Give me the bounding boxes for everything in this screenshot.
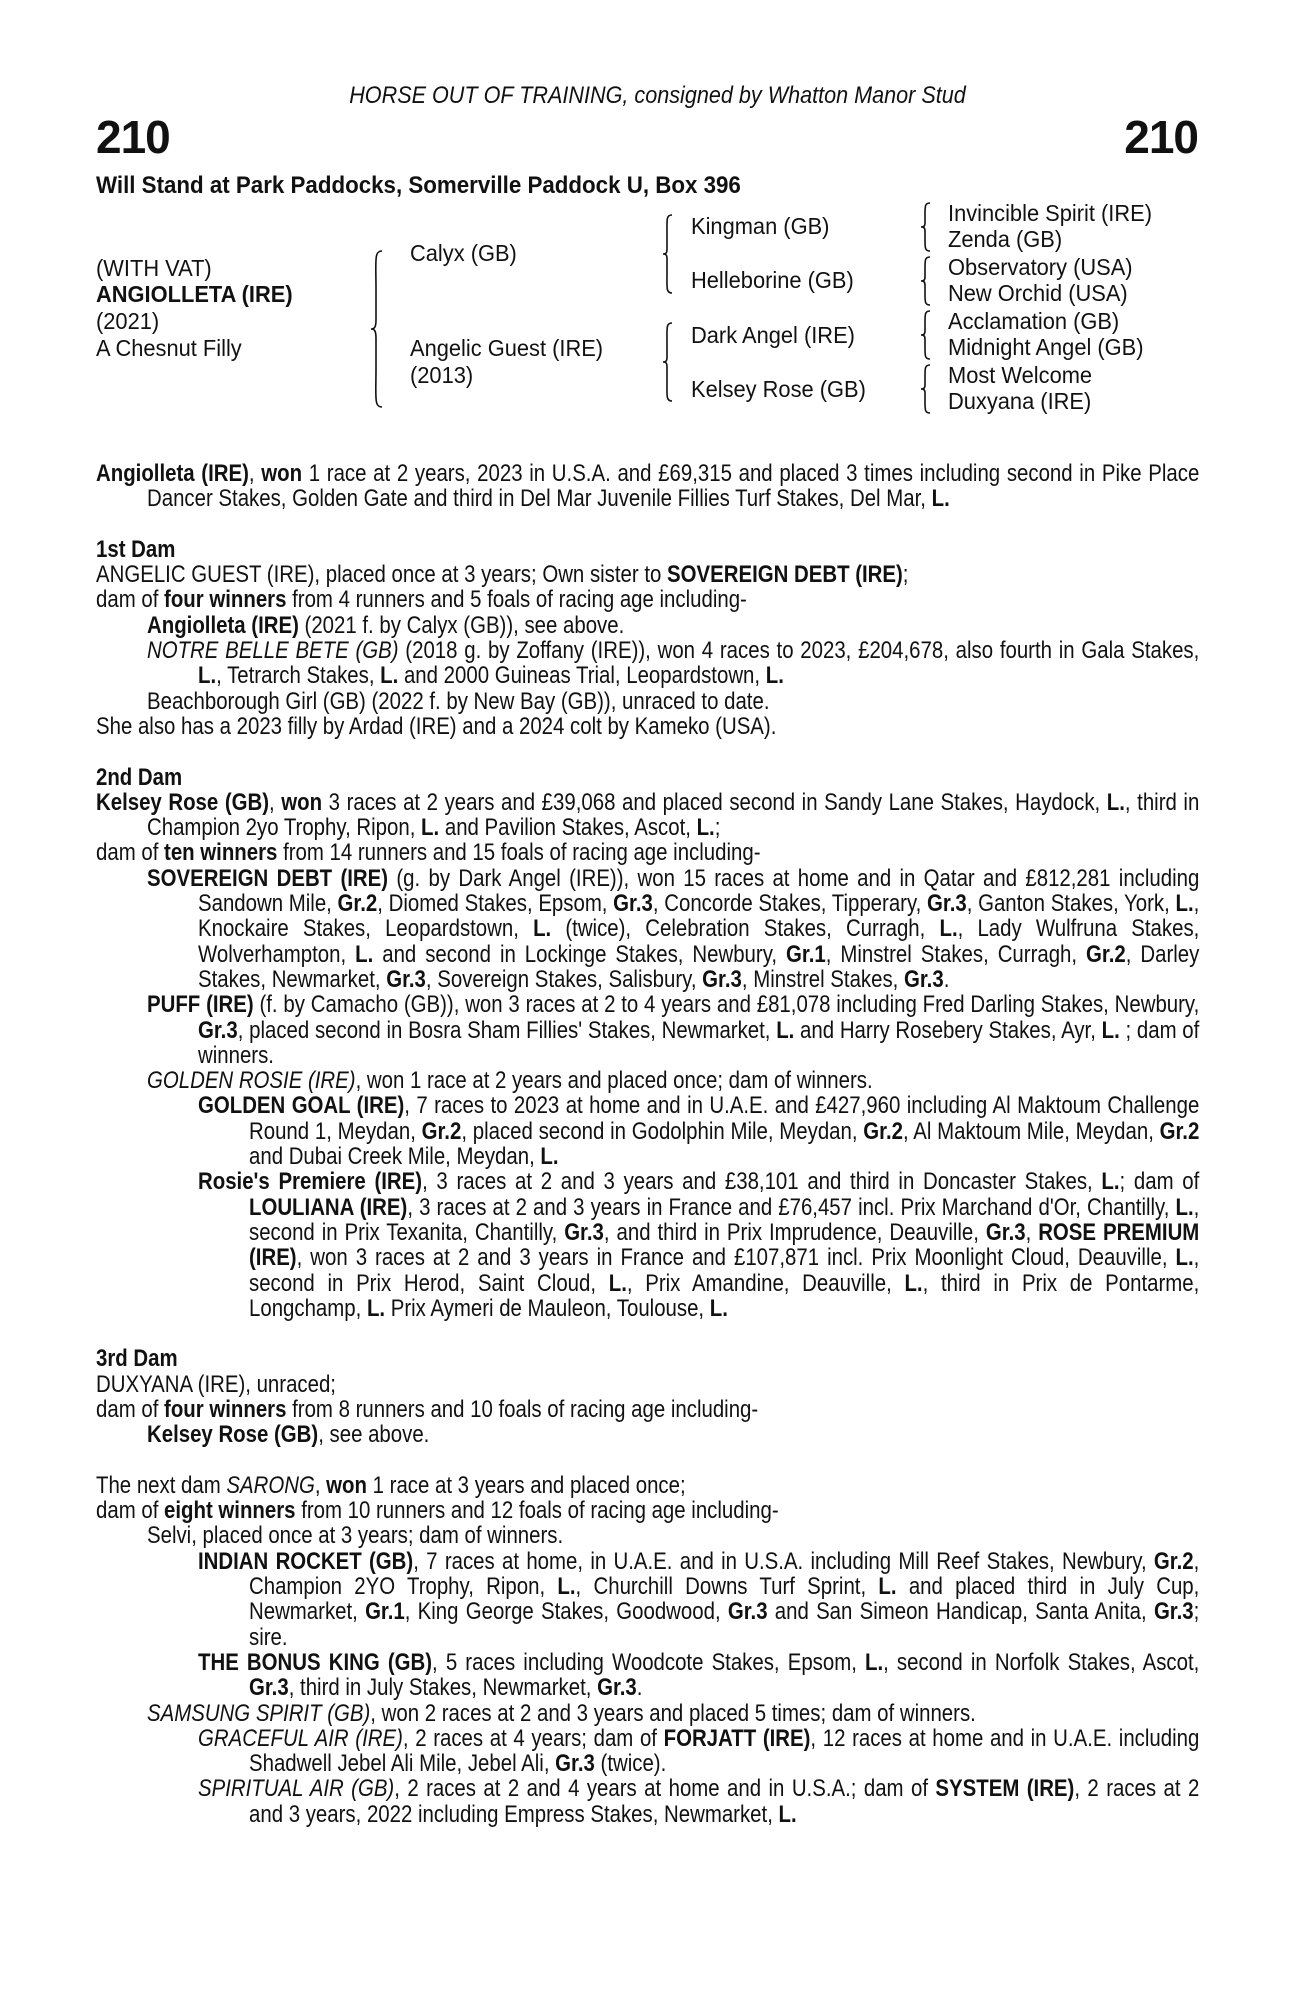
bold-text: L. xyxy=(380,662,399,690)
text-run: , placed second in Godolphin Mile, Meydan, xyxy=(461,1117,864,1145)
bold-text: Gr.3 xyxy=(1153,1598,1194,1626)
text-run: from 10 runners and 12 foals of racing age including- xyxy=(295,1497,779,1525)
bold-text: L. xyxy=(709,1294,728,1322)
text-run: , 7 races at home, in U.A.E. and in U.S.A. including Mill Reef Stakes, Newbury, xyxy=(413,1547,1154,1575)
text-run: , 3 races at 2 and 3 years and £38,101 and third in Doncaster Stakes, xyxy=(422,1168,1102,1196)
bold-text: Gr.2 xyxy=(337,890,378,918)
grandparent-3: Observatory (USA) xyxy=(948,254,1133,280)
italic-text: GRACEFUL AIR (IRE) xyxy=(198,1724,403,1752)
section-heading: 1st Dam xyxy=(96,535,176,563)
italic-text: SPIRITUAL AIR (GB) xyxy=(198,1775,395,1803)
text-run: (2021 f. by Calyx (GB)), see above. xyxy=(298,611,625,639)
sire-dam: Helleborine (GB) xyxy=(691,267,854,293)
pedigree-section xyxy=(96,1346,1199,1447)
lot-number-right: 210 xyxy=(1124,111,1198,163)
grandparent-5: Acclamation (GB) xyxy=(948,308,1120,334)
text-run: from 14 runners and 15 foals of racing age including- xyxy=(277,839,761,867)
text-run: , second in Norfolk Stakes, Ascot, xyxy=(883,1648,1200,1676)
text-run: from 8 runners and 10 foals of racing age including- xyxy=(286,1395,759,1423)
text-run: , Darley Stakes, Newmarket, xyxy=(198,940,1200,993)
bold-text: Gr.3 xyxy=(198,1016,238,1044)
grandparent-7: Most Welcome xyxy=(948,362,1093,388)
text-run: ; dam of xyxy=(1119,1168,1200,1196)
bold-text: Kelsey Rose (GB) xyxy=(147,1421,319,1449)
text-run: and Pavilion Stakes, Ascot, xyxy=(439,814,697,842)
text-run: dam of xyxy=(96,1395,165,1423)
bold-text: Rosie's Premiere (IRE) xyxy=(198,1168,423,1196)
bold-text: L. xyxy=(904,1269,923,1297)
bold-text: L. xyxy=(1175,1244,1194,1272)
bold-text: four winners xyxy=(164,1395,287,1423)
text-run: DUXYANA (IRE), unraced; xyxy=(96,1370,336,1398)
text-run: , Lady Wulfruna Stakes, Wolverhampton, xyxy=(198,915,1200,968)
record-paragraph xyxy=(96,1726,1199,1777)
bold-text: eight winners xyxy=(164,1497,296,1525)
text-run: , Ganton Stakes, York, xyxy=(966,890,1176,918)
bold-text: L. xyxy=(557,1573,576,1601)
bold-text: LOULIANA (IRE) xyxy=(249,1193,408,1221)
grandparent-1: Invincible Spirit (IRE) xyxy=(948,200,1152,226)
bold-text: L. xyxy=(421,814,440,842)
text-run: ; xyxy=(902,561,909,589)
text-run: , Minstrel Stakes, Curragh, xyxy=(825,940,1087,968)
bold-text: L. xyxy=(1175,1193,1194,1221)
bold-text: L. xyxy=(865,1648,884,1676)
brace-icon xyxy=(662,322,674,402)
bold-text: Gr.2 xyxy=(1159,1117,1200,1145)
text-run: and second in Lockinge Stakes, Newbury, xyxy=(373,940,787,968)
record-paragraph xyxy=(96,992,1199,1068)
text-run: 1 race at 3 years and placed once; xyxy=(366,1471,686,1499)
bold-text: Gr.3 xyxy=(904,965,944,993)
text-run: , third in Prix de Pontarme, Longchamp, xyxy=(249,1269,1200,1322)
text-run: , see above. xyxy=(318,1421,430,1449)
text-run: and Harry Rosebery Stakes, Ayr, xyxy=(794,1016,1102,1044)
catalogue-title: HORSE OUT OF TRAINING, consigned by Whatton Manor Stud xyxy=(349,82,966,109)
bold-text: Gr.3 xyxy=(702,965,742,993)
text-run: . xyxy=(636,1674,643,1702)
bold-text: Gr.3 xyxy=(927,890,967,918)
bold-text: Kelsey Rose (GB) xyxy=(96,788,270,816)
bold-text: won xyxy=(326,1471,367,1499)
bold-text: SOVEREIGN DEBT (IRE) xyxy=(147,864,389,892)
text-run: (twice). xyxy=(594,1750,667,1778)
text-run: , Churchill Downs Turf Sprint, xyxy=(575,1573,879,1601)
text-run: dam of xyxy=(96,586,165,614)
text-run: , third in July Stakes, Newmarket, xyxy=(288,1674,598,1702)
bold-text: L. xyxy=(1175,890,1194,918)
grandparent-2: Zenda (GB) xyxy=(948,226,1063,252)
bold-text: L. xyxy=(198,662,217,690)
text-run: , won 3 races at 2 and 3 years in France and £107,871 incl. Prix Moonlight Cloud, Deauville, xyxy=(296,1244,1176,1272)
brace-icon xyxy=(662,214,674,294)
text-run: 3 races at 2 years and £39,068 and placed second in Sandy Lane Stakes, Haydock, xyxy=(322,788,1107,816)
bold-text: L. xyxy=(931,485,950,513)
bold-text: PUFF (IRE) xyxy=(147,991,254,1019)
dam-sire: Dark Angel (IRE) xyxy=(691,322,855,348)
vat-note: (WITH VAT) xyxy=(96,255,212,281)
text-run: and Dubai Creek Mile, Meydan, xyxy=(249,1143,541,1171)
grandparent-4: New Orchid (USA) xyxy=(948,280,1128,306)
dam-dam: Kelsey Rose (GB) xyxy=(691,376,866,402)
bold-text: INDIAN ROCKET (GB) xyxy=(198,1547,414,1575)
bold-text: SOVEREIGN DEBT (IRE) xyxy=(667,561,903,589)
bold-text: Gr.2 xyxy=(863,1117,903,1145)
pedigree-section xyxy=(96,1473,1199,1827)
record-paragraph xyxy=(96,714,1199,739)
text-run: (twice), Celebration Stakes, Curragh, xyxy=(551,915,940,943)
horse-description: A Chesnut Filly xyxy=(96,335,242,361)
bold-text: L. xyxy=(533,915,552,943)
bold-text: Angiolleta (IRE) xyxy=(96,460,249,487)
text-run: dam of xyxy=(96,1497,165,1525)
bold-text: Angiolleta (IRE) xyxy=(147,611,299,639)
bold-text: Gr.2 xyxy=(1153,1547,1194,1575)
text-run: . xyxy=(943,965,950,993)
text-run: , third in Champion 2yo Trophy, Ripon, xyxy=(147,788,1200,842)
text-run: She also has a 2023 filly by Ardad (IRE) and a 2024 colt by Kameko (USA). xyxy=(96,712,777,740)
bold-text: Gr.3 xyxy=(564,1218,604,1246)
text-run: Beachborough Girl (GB) (2022 f. by New Bay (GB)), unraced to date. xyxy=(147,687,770,715)
text-run: , 2 races at 4 years; dam of xyxy=(402,1724,664,1752)
sire-sire: Kingman (GB) xyxy=(691,213,830,239)
sire: Calyx (GB) xyxy=(410,240,517,266)
text-run: , Sovereign Stakes, Salisbury, xyxy=(425,965,703,993)
text-run: , 2 races at 2 and 3 years, 2022 including Empress Stakes, Newmarket, xyxy=(249,1775,1200,1828)
record-paragraph xyxy=(96,1473,1199,1498)
record-paragraph xyxy=(96,1549,1199,1650)
bold-text: Gr.2 xyxy=(1086,940,1126,968)
bold-text: L. xyxy=(540,1143,559,1171)
text-run: , 5 races including Woodcote Stakes, Epsom, xyxy=(432,1648,866,1676)
italic-text: SARONG xyxy=(226,1471,315,1499)
pedigree-section xyxy=(96,765,1199,1322)
record-paragraph xyxy=(96,1701,1199,1726)
bold-text: FORJATT (IRE) xyxy=(663,1724,811,1752)
text-run: from 4 runners and 5 foals of racing age including- xyxy=(286,586,747,614)
text-run: The next dam xyxy=(96,1471,227,1499)
record-paragraph xyxy=(96,1498,1199,1523)
text-run: , Concorde Stakes, Tipperary, xyxy=(652,890,928,918)
bold-text: SYSTEM (IRE) xyxy=(935,1775,1075,1803)
bold-text: L. xyxy=(939,915,958,943)
text-run: dam of xyxy=(96,839,165,867)
record-paragraph xyxy=(96,1068,1199,1093)
bold-text: ROSE PREMIUM (IRE) xyxy=(249,1218,1200,1272)
bold-text: ten winners xyxy=(164,839,278,867)
text-run: and San Simeon Handicap, Santa Anita, xyxy=(767,1598,1154,1626)
dam-year: (2013) xyxy=(410,362,474,388)
record-paragraph xyxy=(96,613,1199,638)
record-paragraph xyxy=(96,1169,1199,1321)
grandparent-6: Midnight Angel (GB) xyxy=(948,334,1144,360)
text-run: , 12 races at home and in U.A.E. including Shadwell Jebel Ali Mile, Jebel Ali, xyxy=(249,1724,1200,1778)
pedigree-section xyxy=(96,537,1199,739)
text-run: and 2000 Guineas Trial, Leopardstown, xyxy=(398,662,766,690)
text-run: Selvi, placed once at 3 years; dam of winners. xyxy=(147,1522,564,1550)
text-run: , Prix Amandine, Deauville, xyxy=(626,1269,905,1297)
horse-name: ANGIOLLETA (IRE) xyxy=(96,281,293,307)
text-run: , Tetrarch Stakes, xyxy=(216,662,381,690)
text-run: , King George Stakes, Goodwood, xyxy=(404,1598,728,1626)
lot-number-left: 210 xyxy=(96,111,170,163)
bold-text: L. xyxy=(778,1800,797,1828)
text-run: , won 2 races at 2 and 3 years and placed 5 times; dam of winners. xyxy=(370,1699,976,1727)
record-paragraph xyxy=(96,790,1199,841)
bold-text: L. xyxy=(1106,788,1125,816)
italic-text: GOLDEN ROSIE (IRE) xyxy=(147,1067,356,1095)
text-run: , second in Prix Herod, Saint Cloud, xyxy=(249,1244,1200,1297)
text-run: , placed second in Bosra Sham Fillies' Stakes, Newmarket, xyxy=(237,1016,777,1044)
section-heading: 3rd Dam xyxy=(96,1345,178,1373)
race-record-body xyxy=(96,461,1199,1827)
bold-text: L. xyxy=(1101,1016,1120,1044)
record-paragraph xyxy=(96,461,1199,512)
text-run: 1 race at 2 years, 2023 in U.S.A. and £69,315 and placed 3 times including second in Pike Place Dancer Stakes, Golden Gate and third in Del Mar Juvenile Fillies Turf Stakes, Del Mar, xyxy=(147,460,1200,513)
text-run: ; xyxy=(714,814,721,842)
text-run: (f. by Camacho (GB)), won 3 races at 2 to 4 years and £81,078 including Fred Darling Stakes, Newbury, xyxy=(253,991,1200,1019)
text-run: (g. by Dark Angel (IRE)), won 15 races at home and in Qatar and £812,281 including Sandown Mile, xyxy=(198,864,1200,918)
bold-text: L. xyxy=(366,1294,386,1322)
text-run: , Diomed Stakes, Epsom, xyxy=(377,890,614,918)
bold-text: Gr.3 xyxy=(597,1674,637,1702)
text-run: , won 1 race at 2 years and placed once; dam of winners. xyxy=(355,1067,873,1095)
bold-text: GOLDEN GOAL (IRE) xyxy=(198,1092,405,1120)
bold-text: Gr.3 xyxy=(249,1674,289,1702)
record-paragraph xyxy=(96,587,1199,612)
text-run: , Al Maktoum Mile, Meydan, xyxy=(902,1117,1160,1145)
horse-year: (2021) xyxy=(96,308,160,334)
record-paragraph xyxy=(96,1397,1199,1422)
brace-icon xyxy=(920,364,932,414)
dam: Angelic Guest (IRE) xyxy=(410,335,604,361)
bold-text: L. xyxy=(776,1016,795,1044)
bold-text: Gr.3 xyxy=(555,1750,595,1778)
brace-icon xyxy=(920,256,932,306)
italic-text: NOTRE BELLE BETE (GB) xyxy=(147,637,399,665)
bold-text: L. xyxy=(878,1573,897,1601)
bold-text: L. xyxy=(355,940,374,968)
bold-text: Gr.1 xyxy=(365,1598,405,1626)
text-run: , xyxy=(269,788,282,816)
bold-text: won xyxy=(261,460,303,487)
text-run: , Knockaire Stakes, Leopardstown, xyxy=(198,890,1200,943)
bold-text: Gr.3 xyxy=(985,1218,1026,1246)
text-run: and placed third in July Cup, Newmarket, xyxy=(249,1573,1200,1626)
record-paragraph xyxy=(96,1523,1199,1548)
bold-text: won xyxy=(281,788,323,816)
record-paragraph xyxy=(96,1422,1199,1447)
pedigree-section xyxy=(96,461,1199,512)
record-paragraph xyxy=(96,1776,1199,1827)
record-paragraph xyxy=(96,638,1199,689)
bold-text: Gr.3 xyxy=(386,965,426,993)
section-heading: 2nd Dam xyxy=(96,763,183,791)
text-run: , xyxy=(248,460,262,487)
bold-text: Gr.3 xyxy=(727,1598,768,1626)
text-run: (2018 g. by Zoffany (IRE)), won 4 races to 2023, £204,678, also fourth in Gala Stakes, xyxy=(398,637,1200,665)
text-run: ; dam of winners. xyxy=(198,1016,1200,1069)
text-run: , second in Prix Texanita, Chantilly, xyxy=(249,1193,1200,1246)
text-run: , xyxy=(314,1471,327,1499)
record-paragraph xyxy=(96,689,1199,714)
bold-text: L. xyxy=(765,662,784,690)
record-paragraph xyxy=(96,840,1199,865)
bold-text: L. xyxy=(608,1269,627,1297)
bold-text: L. xyxy=(696,814,715,842)
text-run: , xyxy=(1025,1218,1039,1246)
text-run: , 7 races to 2023 at home and in U.A.E. and £427,960 including Al Maktoum Challenge Round 1, Meydan, xyxy=(249,1092,1200,1145)
bold-text: THE BONUS KING (GB) xyxy=(198,1648,433,1676)
text-run: , Champion 2YO Trophy, Ripon, xyxy=(249,1547,1200,1601)
record-paragraph xyxy=(96,1650,1199,1701)
bold-text: Gr.2 xyxy=(421,1117,462,1145)
brace-icon xyxy=(920,202,932,252)
text-run: ANGELIC GUEST (IRE), placed once at 3 years; Own sister to xyxy=(96,561,668,589)
stable-location: Will Stand at Park Paddocks, Somerville Paddock U, Box 396 xyxy=(96,172,741,199)
bold-text: L. xyxy=(1101,1168,1120,1196)
italic-text: SAMSUNG SPIRIT (GB) xyxy=(147,1699,371,1727)
text-run: , Minstrel Stakes, xyxy=(741,965,905,993)
bold-text: four winners xyxy=(164,586,287,614)
text-run: ; sire. xyxy=(249,1598,1200,1651)
grandparent-8: Duxyana (IRE) xyxy=(948,388,1092,414)
text-run: , 3 races at 2 and 3 years in France and £76,457 incl. Prix Marchand d'Or, Chantilly, xyxy=(407,1193,1176,1221)
text-run: , 2 races at 2 and 4 years at home and in U.S.A.; dam of xyxy=(394,1775,936,1803)
record-paragraph xyxy=(96,562,1199,587)
bold-text: Gr.3 xyxy=(613,890,653,918)
record-paragraph xyxy=(96,1093,1199,1169)
text-run: Prix Aymeri de Mauleon, Toulouse, xyxy=(385,1294,710,1322)
record-paragraph xyxy=(96,1372,1199,1397)
record-paragraph xyxy=(96,866,1199,992)
brace-icon xyxy=(920,310,932,360)
bold-text: Gr.1 xyxy=(786,940,826,968)
brace-icon xyxy=(370,250,384,408)
text-run: , and third in Prix Imprudence, Deauville, xyxy=(603,1218,986,1246)
